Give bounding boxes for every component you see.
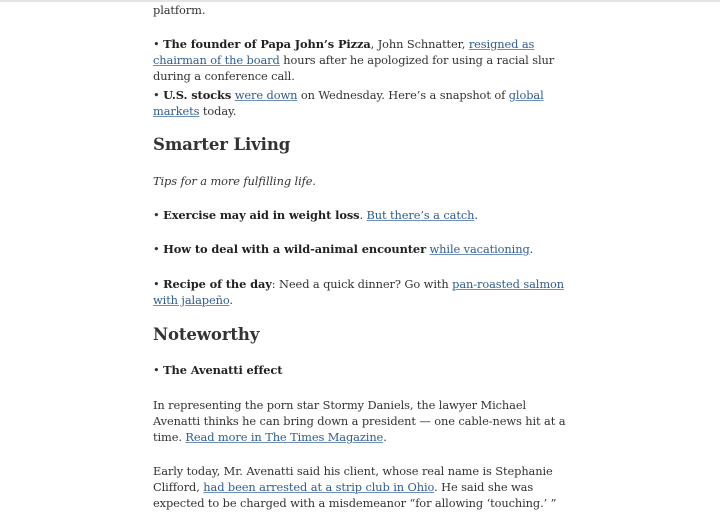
tip-item-title: Exercise may aid in weight loss: [163, 208, 360, 222]
bullet: •: [153, 208, 164, 222]
tip-item-exercise: • Exercise may aid in weight loss. But there’s a catch.: [153, 208, 478, 222]
bullet: •: [153, 277, 164, 291]
news-item-papa-johns: • The founder of Papa John’s Pizza, John Schnatter, resigned as chairman of the board hours after he apologized for using a racial slur during a conference call.: [153, 37, 555, 83]
link-resigned-chairman[interactable]: resigned as chairman of the board: [153, 37, 535, 67]
bullet: •: [153, 363, 164, 377]
news-item-us-stocks: • U.S. stocks were down on Wednesday. Here’s a snapshot of global markets today.: [153, 88, 544, 118]
section-heading-noteworthy: Noteworthy: [153, 325, 260, 344]
tip-item-wild-animal: • How to deal with a wild-animal encounter while vacationing.: [153, 242, 534, 256]
noteworthy-item-title: • The Avenatti effect: [153, 363, 283, 377]
link-theres-a-catch[interactable]: But there’s a catch: [366, 208, 475, 222]
link-were-down[interactable]: were down: [234, 88, 298, 102]
noteworthy-paragraph-2: Early today, Mr. Avenatti said his client, whose real name is Stephanie Clifford, had been arrested at a strip club in Ohio. He said she was expected to be charged with a misdemeanor “for allowing ‘touching.’ ”: [153, 464, 557, 510]
bullet: •: [153, 88, 164, 102]
bullet: •: [153, 37, 164, 51]
tip-item-title: Recipe of the day: [163, 277, 272, 291]
link-arrested-strip-club[interactable]: had been arrested at a strip club in Ohio: [203, 480, 435, 494]
news-item-title: U.S. stocks: [163, 88, 232, 102]
section-heading-smarter-living: Smarter Living: [153, 135, 291, 154]
tip-item-title: How to deal with a wild-animal encounter: [163, 242, 426, 256]
link-while-vacationing[interactable]: while vacationing: [429, 242, 530, 256]
intro-tail: platform.: [153, 3, 206, 17]
tip-item-recipe: • Recipe of the day: Need a quick dinner? Go with pan-roasted salmon with jalapeño.: [153, 277, 565, 307]
link-read-more-times-magazine[interactable]: Read more in The Times Magazine: [185, 430, 384, 444]
section-tagline: Tips for a more fulfilling life.: [153, 174, 316, 188]
noteworthy-paragraph-1: In representing the porn star Stormy Daniels, the lawyer Michael Avenatti thinks he can bring down a president — one cable-news hit at a time. Read more in The Times Magazine.: [153, 398, 566, 444]
bullet: •: [153, 242, 164, 256]
link-global-markets[interactable]: global markets: [153, 88, 544, 118]
link-salmon-recipe[interactable]: pan-roasted salmon with jalapeño: [153, 277, 565, 307]
news-item-title: The founder of Papa John’s Pizza: [163, 37, 371, 51]
